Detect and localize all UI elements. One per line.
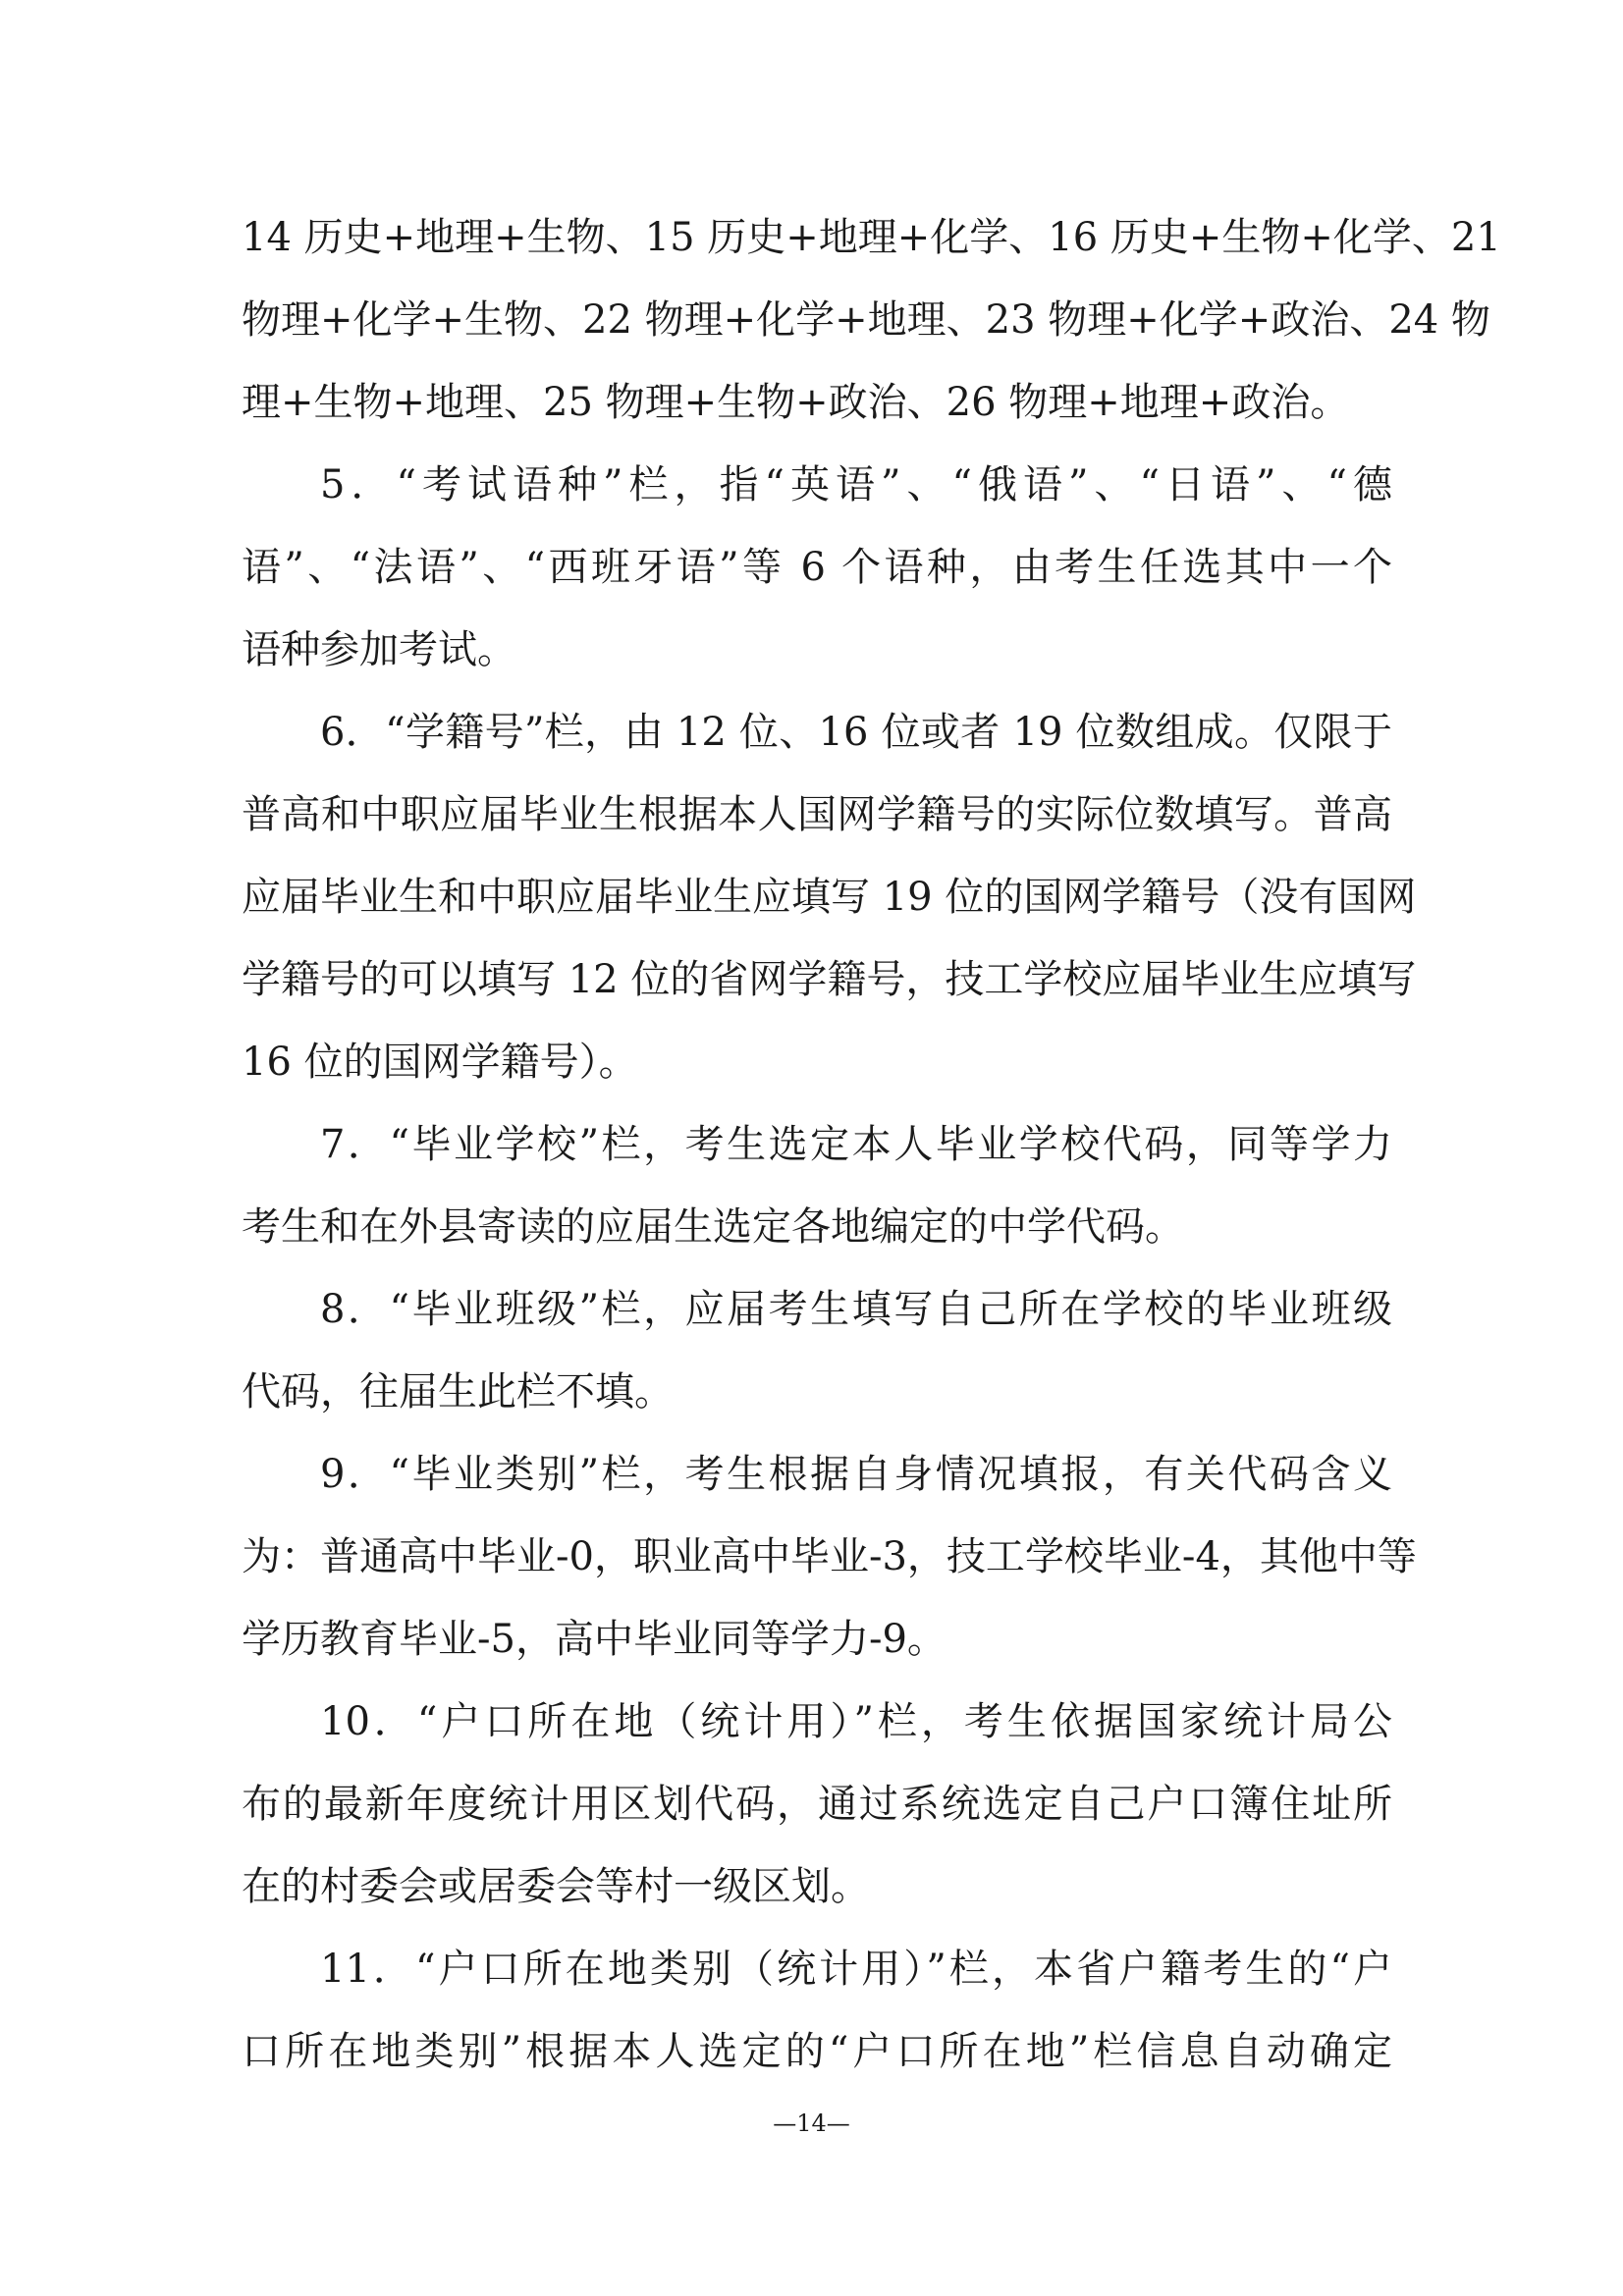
text-line: 16 位的国网学籍号）。 (242, 1040, 638, 1085)
text-line: 代码，往届生此栏不填。 (242, 1369, 674, 1415)
text-line: 物理+化学+生物、22 物理+化学+地理、23 物理+化学+政治、24 物 (242, 297, 1490, 343)
text-line: 布的最新年度统计用区划代码，通过系统选定自己户口簿住址所 (242, 1782, 1392, 1827)
text-line: 11．“户口所在地类别（统计用）”栏，本省户籍考生的“户 (320, 1947, 1392, 1992)
text-line: 语种参加考试。 (242, 627, 516, 672)
text-line: 学历教育毕业-5，高中毕业同等学力-9。 (242, 1617, 947, 1662)
text-line: 9．“毕业类别”栏，考生根据自身情况填报，有关代码含义 (320, 1452, 1392, 1497)
text-line: 7．“毕业学校”栏，考生选定本人毕业学校代码，同等学力 (320, 1122, 1392, 1167)
text-line: 理+生物+地理、25 物理+生物+政治、26 物理+地理+政治。 (242, 380, 1350, 425)
document-body (242, 196, 1501, 2093)
text-line: 6．“学籍号”栏，由 12 位、16 位或者 19 位数组成。仅限于 (320, 710, 1392, 755)
text-line: 8．“毕业班级”栏，应届考生填写自己所在学校的毕业班级 (320, 1287, 1392, 1332)
text-line: 5．“考试语种”栏，指“英语”、“俄语”、“日语”、“德 (320, 462, 1392, 507)
text-line: 学籍号的可以填写 12 位的省网学籍号，技工学校应届毕业生应填写 (242, 957, 1417, 1002)
text-line: 语”、“法语”、“西班牙语”等 6 个语种，由考生任选其中一个 (242, 545, 1392, 590)
text-line: 考生和在外县寄读的应届生选定各地编定的中学代码。 (242, 1204, 1184, 1250)
page-number: —14— (773, 2109, 850, 2137)
text-line: 普高和中职应届毕业生根据本人国网学籍号的实际位数填写。普高 (242, 792, 1392, 837)
text-line: 14 历史+地理+生物、15 历史+地理+化学、16 历史+生物+化学、21 (242, 215, 1501, 260)
text-line: 为：普通高中毕业-0，职业高中毕业-3，技工学校毕业-4，其他中等 (242, 1534, 1417, 1579)
text-line: 在的村委会或居委会等村一级区划。 (242, 1864, 870, 1909)
text-line: 应届毕业生和中职应届毕业生应填写 19 位的国网学籍号（没有国网 (242, 875, 1417, 920)
text-line: 10．“户口所在地（统计用）”栏，考生依据国家统计局公 (320, 1699, 1392, 1744)
text-line: 口所在地类别”根据本人选定的“户口所在地”栏信息自动确定 (242, 2029, 1392, 2074)
